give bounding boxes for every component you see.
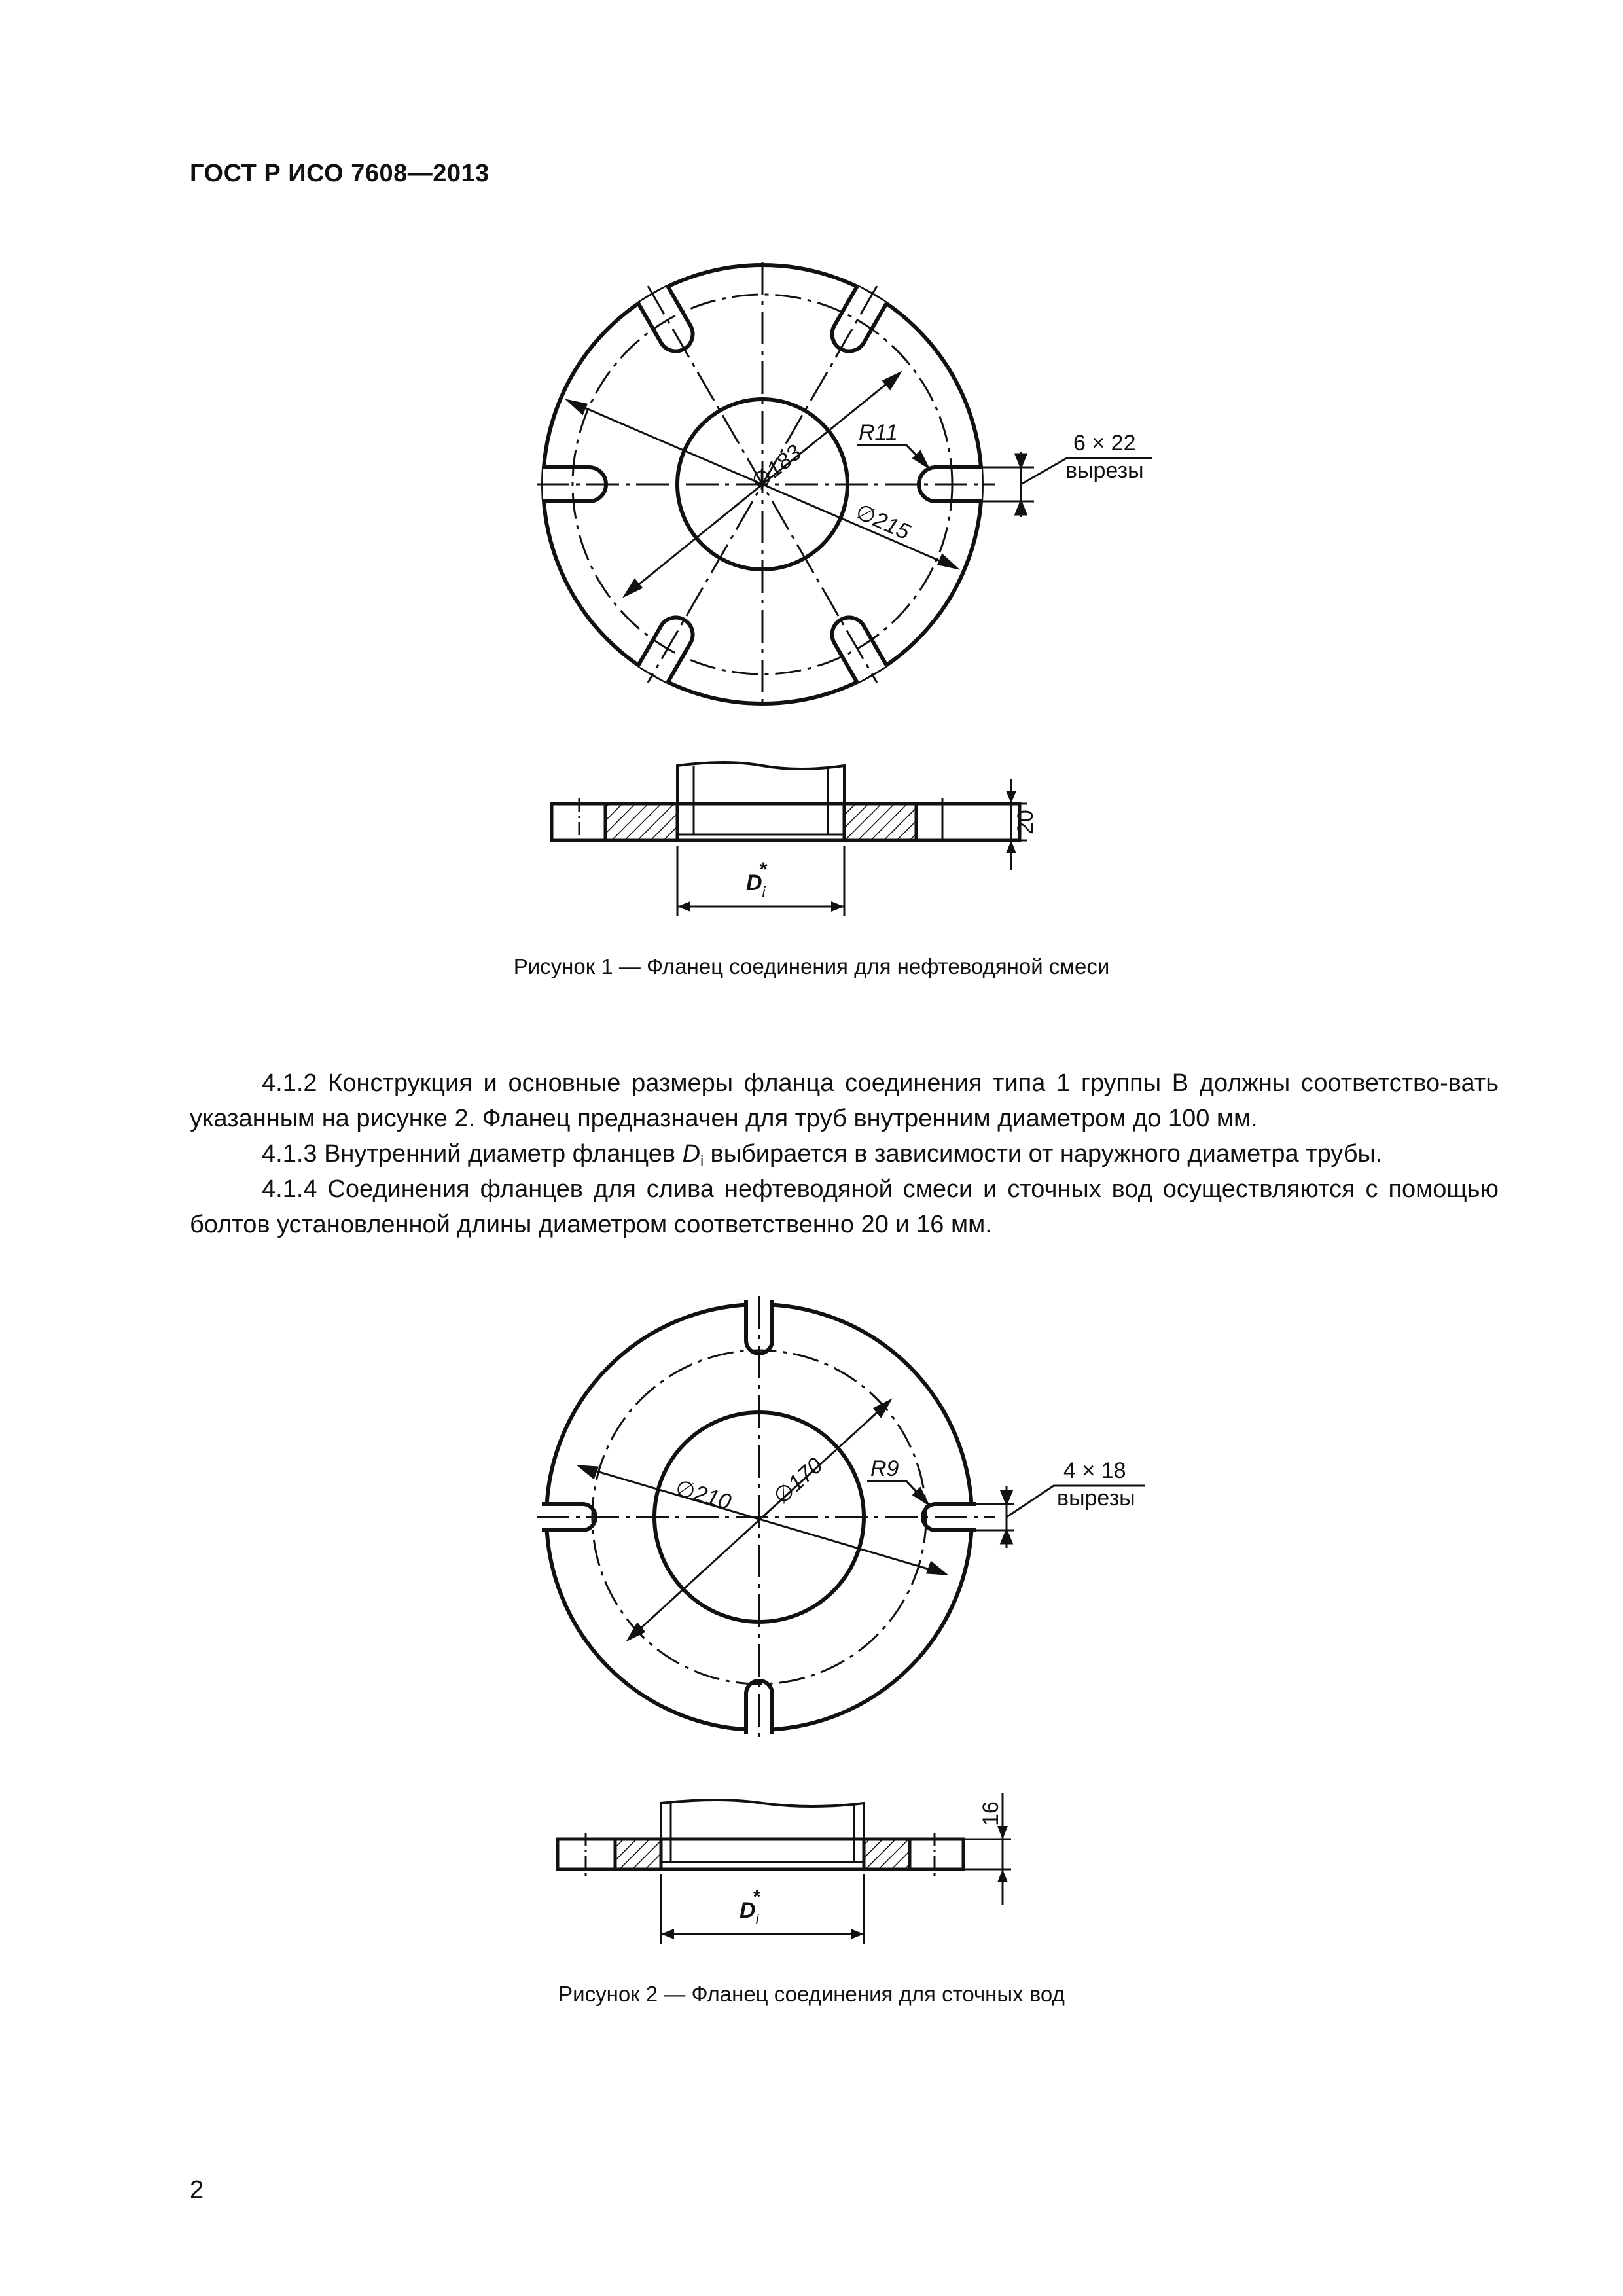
- flange-1-dim-inner: ∅183: [747, 440, 807, 495]
- flange-2-slots-count: 4 × 18: [1063, 1458, 1126, 1483]
- flange-2-dim-outer: ∅210: [672, 1475, 734, 1515]
- flange-1-radius: R11: [859, 420, 898, 445]
- page-number: 2: [190, 2176, 204, 2204]
- flange-2-dim-inner: ∅170: [768, 1452, 828, 1509]
- paragraph-4-1-2: 4.1.2 Конструкция и основные размеры фланца соединения типа 1 группы В должны соответство-вать указанным на рисунке 2. Фланец предназначен для труб внутренним диаметром до 100 мм.: [190, 1069, 1499, 1132]
- flange-1-di-label: $D_i*$: [746, 859, 767, 900]
- flange-2-radius: R9: [870, 1456, 899, 1481]
- figure-2-drawing: [0, 1276, 1623, 2271]
- flange-1-section-view: [552, 762, 1027, 916]
- flange-2-section-view: [558, 1793, 1011, 1944]
- figure-2-caption: Рисунок 2 — Фланец соединения для сточных вод: [558, 1982, 1065, 2006]
- flange-2-thickness: 16: [978, 1801, 1003, 1826]
- paragraph-4-1-3: 4.1.3 Внутренний диаметр фланцев $D_i$ выбирается в зависимости от наружного диаметра трубы.: [262, 1140, 1383, 1169]
- flange-1-slots-count: 6 × 22: [1073, 431, 1136, 456]
- flange-2-di-label: $D_i*$: [740, 1886, 760, 1928]
- flange-1-slots-label: вырезы: [1065, 458, 1144, 483]
- flange-1-dim-outer: ∅215: [851, 499, 914, 545]
- paragraph-4-1-4: 4.1.4 Соединения фланцев для слива нефтеводяной смеси и сточных вод осуществляются с помощью болтов установленной длины диаметром соответственно 20 и 16 мм.: [190, 1175, 1499, 1238]
- figure-1-drawing: [0, 0, 1623, 995]
- flange-1-thickness: 20: [1013, 810, 1038, 834]
- flange-2-slots-label: вырезы: [1057, 1486, 1135, 1511]
- document-header: ГОСТ Р ИСО 7608—2013: [190, 160, 490, 187]
- figure-1-caption: Рисунок 1 — Фланец соединения для нефтеводяной смеси: [513, 954, 1110, 978]
- flange-2-labels: [673, 1453, 1135, 1515]
